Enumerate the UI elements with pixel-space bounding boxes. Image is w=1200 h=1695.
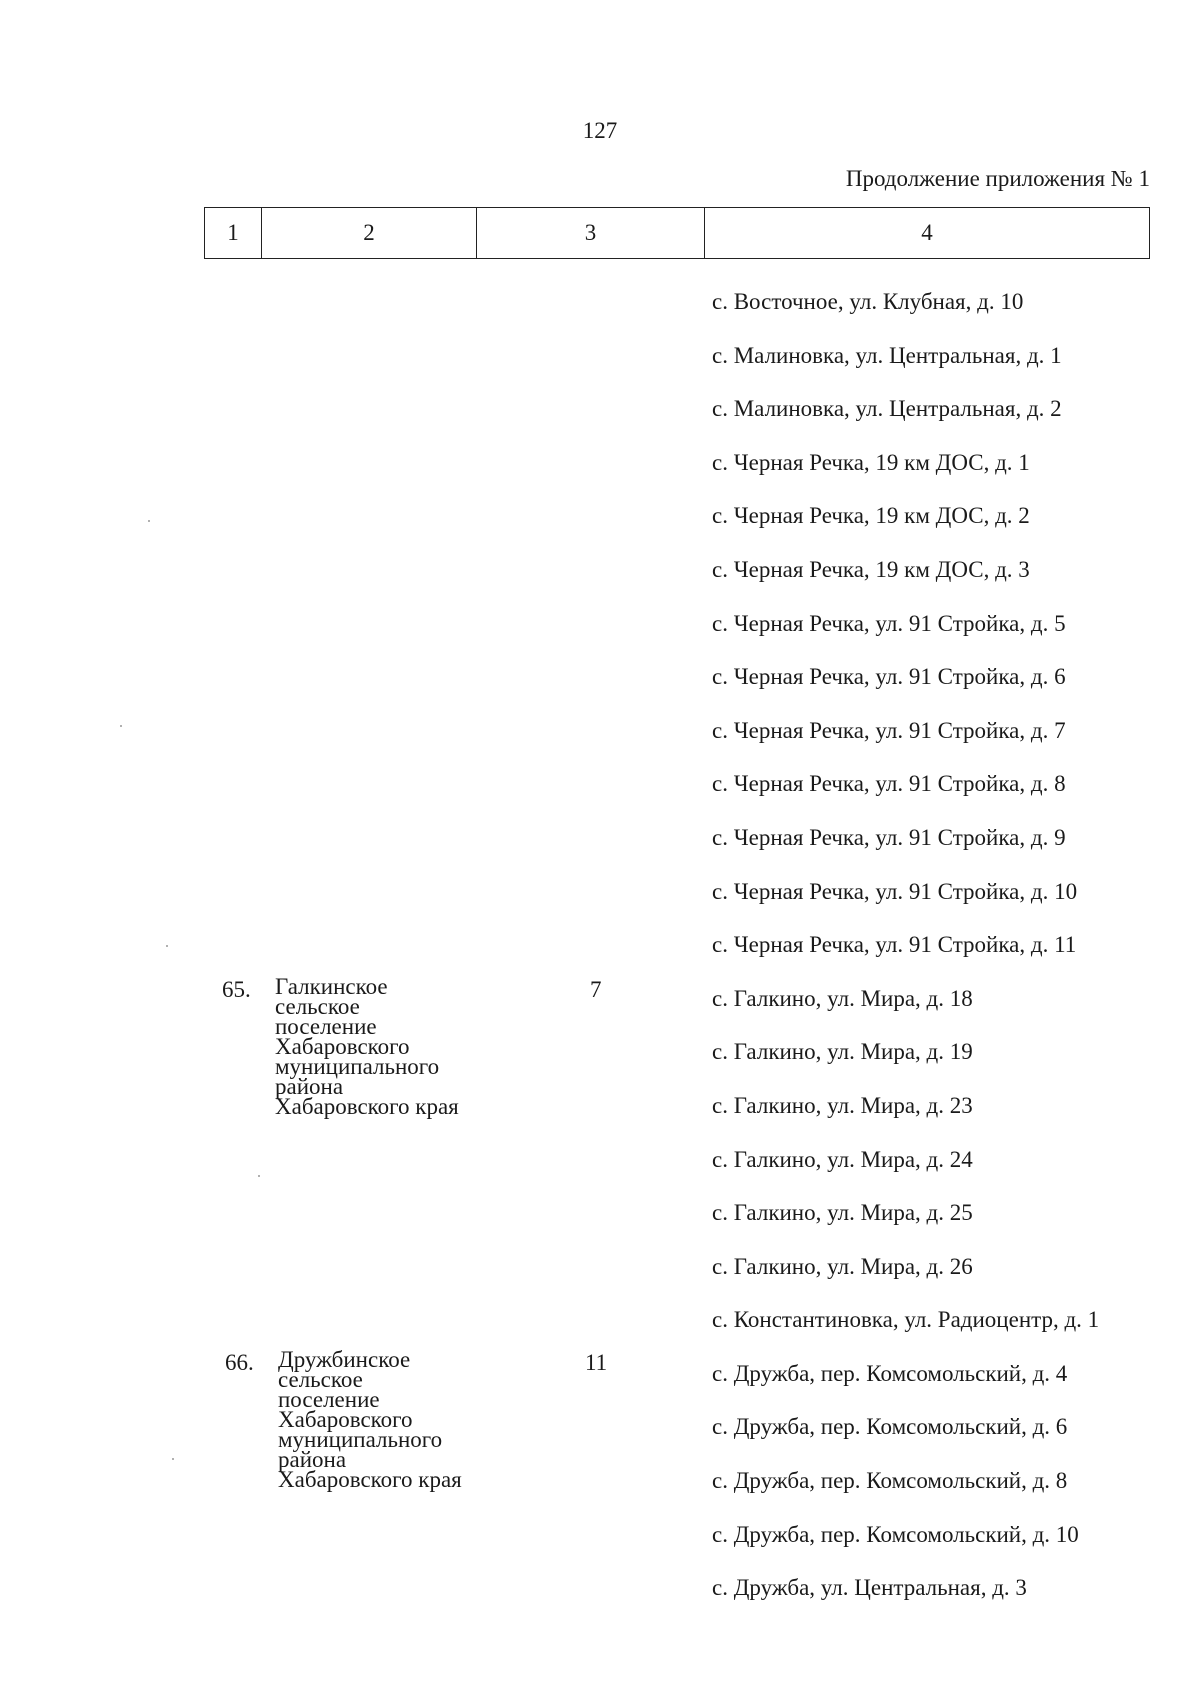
address-item: с. Черная Речка, 19 км ДОС, д. 1 (712, 449, 1030, 475)
scan-speck (148, 520, 150, 522)
address-item: с. Черная Речка, ул. 91 Стройка, д. 7 (712, 717, 1066, 743)
address-item: с. Черная Речка, 19 км ДОС, д. 3 (712, 556, 1030, 582)
address-item: с. Черная Речка, ул. 91 Стройка, д. 8 (712, 771, 1066, 797)
address-item: с. Малиновка, ул. Центральная, д. 2 (712, 396, 1062, 422)
scan-speck (172, 1458, 174, 1460)
address-item: с. Черная Речка, 19 км ДОС, д. 2 (712, 503, 1030, 529)
address-item: с. Восточное, ул. Клубная, д. 10 (712, 289, 1024, 314)
settlement-name: Дружбинское сельское поселение Хабаровского муниципального района Хабаровского края (278, 1347, 462, 1492)
building-count: 7 (590, 977, 602, 1002)
table-header-row (204, 207, 1150, 259)
scan-speck (166, 945, 168, 947)
scan-speck (258, 1175, 260, 1177)
page-number: 127 (582, 118, 618, 143)
building-count: 11 (585, 1350, 608, 1375)
address-item: с. Дружба, пер. Комсомольский, д. 4 (712, 1360, 1068, 1386)
address-item: с. Константиновка, ул. Радиоцентр, д. 1 (712, 1307, 1100, 1333)
scan-speck (120, 725, 122, 727)
entry-number: 66. (225, 1350, 254, 1375)
address-item: с. Галкино, ул. Мира, д. 19 (712, 1039, 973, 1065)
address-item: с. Черная Речка, ул. 91 Стройка, д. 10 (712, 878, 1078, 904)
address-item: с. Дружба, пер. Комсомольский, д. 10 (712, 1521, 1079, 1547)
address-item: с. Галкино, ул. Мира, д. 25 (712, 1200, 973, 1226)
address-item: с. Черная Речка, ул. 91 Стройка, д. 6 (712, 664, 1066, 690)
address-item: с. Галкино, ул. Мира, д. 24 (712, 1146, 973, 1172)
column-header-3: 3 (477, 208, 705, 258)
address-item: с. Дружба, пер. Комсомольский, д. 6 (712, 1414, 1068, 1440)
settlement-name: Галкинское сельское поселение Хабаровского муниципального района Хабаровского края (275, 974, 459, 1119)
column-header-4: 4 (921, 220, 933, 245)
address-item: с. Дружба, пер. Комсомольский, д. 8 (712, 1468, 1068, 1494)
address-list (712, 275, 1099, 1615)
column-header-1: 1 (205, 208, 262, 258)
entry-number: 65. (222, 977, 251, 1002)
address-item: с. Черная Речка, ул. 91 Стройка, д. 11 (712, 932, 1077, 958)
address-item: с. Галкино, ул. Мира, д. 23 (712, 1092, 973, 1118)
address-item: с. Галкино, ул. Мира, д. 26 (712, 1253, 973, 1279)
column-header-2: 2 (262, 208, 477, 258)
address-item: с. Малиновка, ул. Центральная, д. 1 (712, 342, 1062, 368)
address-item: с. Галкино, ул. Мира, д. 18 (712, 985, 973, 1011)
continuation-label: Продолжение приложения № 1 (845, 166, 1150, 191)
address-item: с. Дружба, ул. Центральная, д. 3 (712, 1575, 1027, 1601)
address-item: с. Черная Речка, ул. 91 Стройка, д. 5 (712, 610, 1066, 636)
address-item: с. Черная Речка, ул. 91 Стройка, д. 9 (712, 824, 1066, 850)
